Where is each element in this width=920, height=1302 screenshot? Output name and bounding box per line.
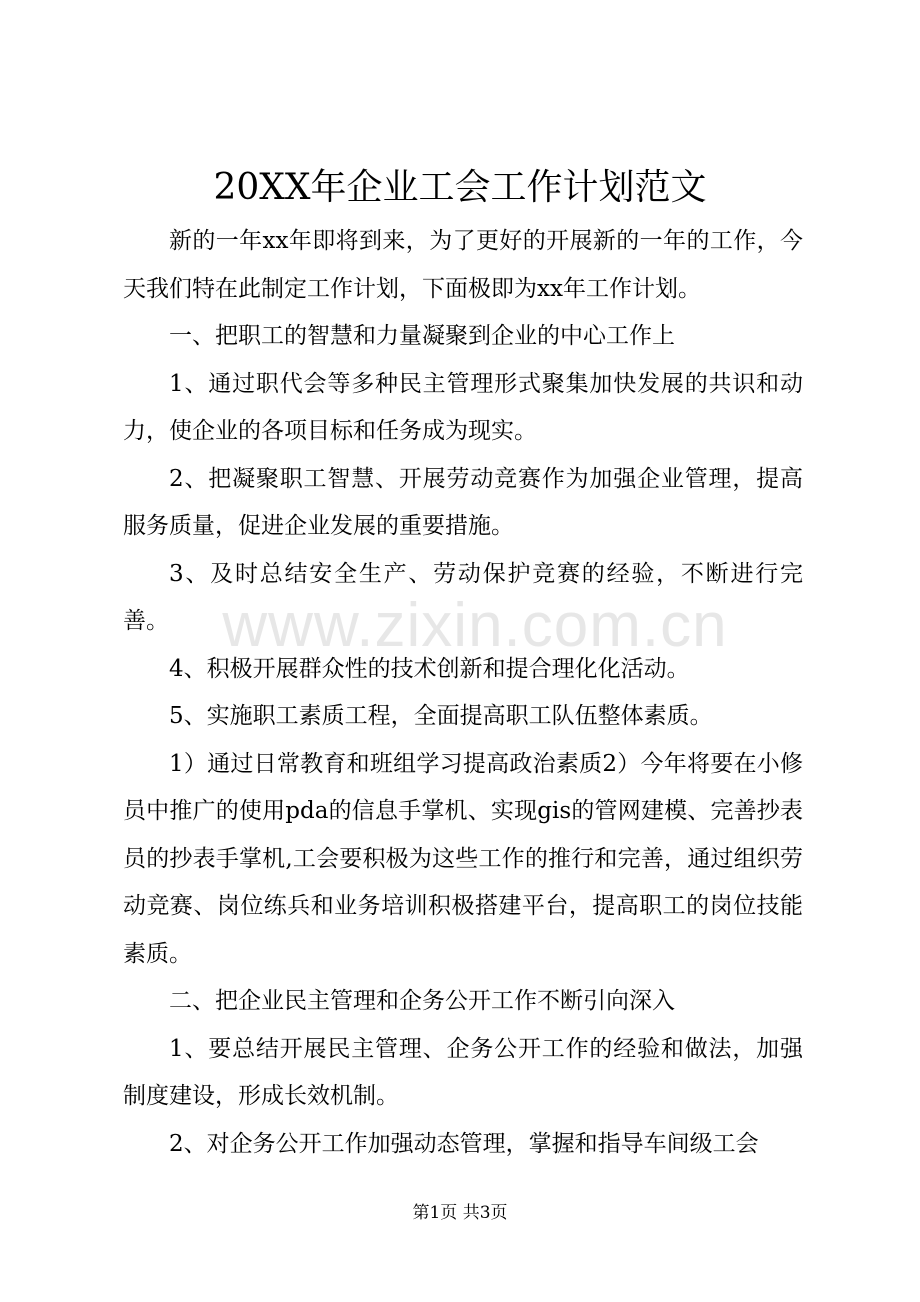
sub-item-paragraph: 1）通过日常教育和班组学习提高政治素质2）今年将要在小修员中推广的使用pda的信息手掌机、实现gis的管网建模、完善抄表员的抄表手掌机,工会要积极为这些工作的推行和完善，通过组织劳动竞赛、岗位练兵和业务培训积极搭建平台，提高职工的岗位技能素质。: [123, 750, 803, 967]
list-item-5: 5、实施职工素质工程，全面提高职工队伍整体素质。: [169, 703, 713, 729]
list-item-4: 4、积极开展群众性的技术创新和提合理化化活动。: [169, 655, 690, 682]
list-item-2-1: 1、要总结开展民主管理、企务公开工作的经验和做法，加强制度建设，形成长效机制。: [123, 1035, 803, 1109]
list-item-1: 1、通过职代会等多种民主管理形式聚集加快发展的共识和动力，使企业的各项目标和任务成为现实。: [123, 370, 803, 444]
list-item-2: 2、把凝聚职工智慧、开展劳动竞赛作为加强企业管理，提高服务质量，促进企业发展的重要措施。: [123, 465, 803, 539]
document-title: 20XX年企业工会工作计划范文: [213, 167, 707, 208]
watermark: www.zixin.com.cn: [222, 591, 728, 660]
section-heading-1: 一、把职工的智慧和力量凝聚到企业的中心工作上: [169, 323, 675, 349]
page-footer: 第1页 共3页: [412, 1203, 508, 1223]
section-heading-2: 二、把企业民主管理和企务公开工作不断引向深入: [169, 988, 675, 1014]
list-item-3: 3、及时总结安全生产、劳动保护竞赛的经验，不断进行完善。: [123, 560, 803, 634]
list-item-2-2: 2、对企务公开工作加强动态管理，掌握和指导车间级工会: [169, 1130, 759, 1157]
intro-paragraph: 新的一年xx年即将到来，为了更好的开展新的一年的工作，今天我们特在此制定工作计划，下面极即为xx年工作计划。: [123, 228, 803, 302]
document-body: [123, 218, 803, 1168]
